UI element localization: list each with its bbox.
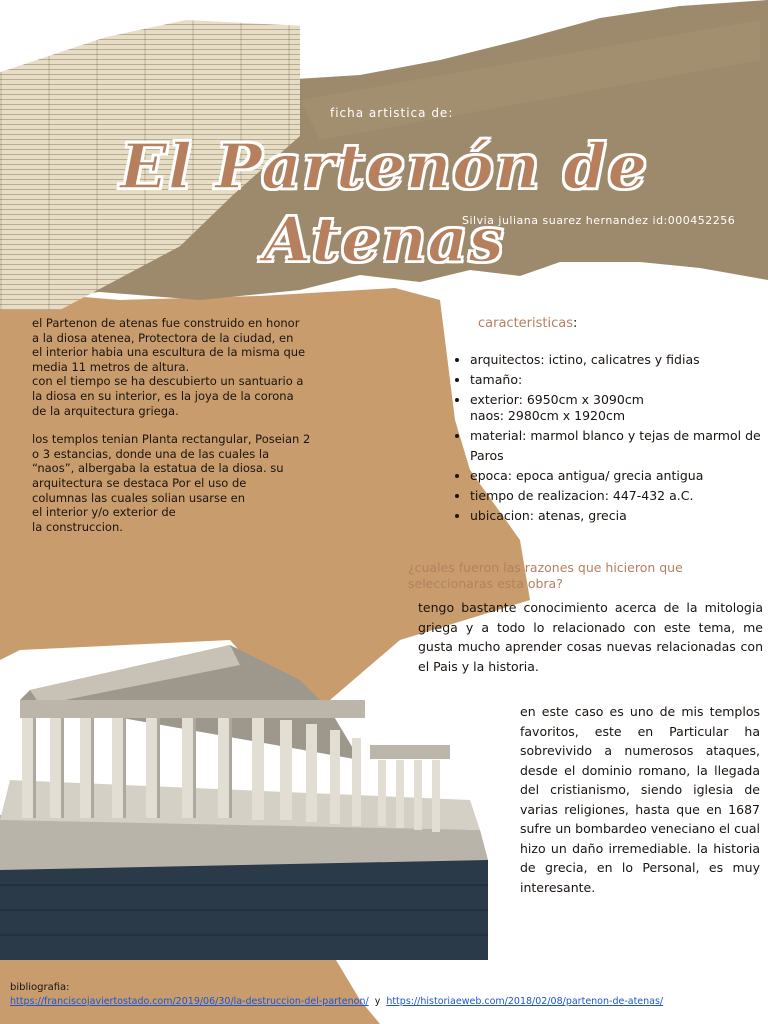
list-item: • material: marmol blanco y tejas de marmol de Paros xyxy=(470,426,768,466)
list-item: naos: 2980cm x 1920cm xyxy=(470,408,625,423)
bibliography-label: bibliografia: xyxy=(10,982,70,993)
page-title: El Partenón de Atenas xyxy=(119,130,649,276)
characteristics-list xyxy=(452,350,768,526)
bibliography-link-1[interactable]: https://franciscojaviertostado.com/2019/06/30/la-destruccion-del-partenon/ xyxy=(10,996,369,1007)
characteristics-heading: caracteristicas: xyxy=(478,316,578,331)
characteristics-title: caracteristicas xyxy=(478,316,573,331)
bibliography-link-2[interactable]: https://historiaeweb.com/2018/02/08/partenon-de-atenas/ xyxy=(386,996,664,1007)
list-item: • arquitectos: ictino, calicatres y fidias xyxy=(470,350,768,370)
bibliography-separator: y xyxy=(374,996,381,1007)
parthenon-image xyxy=(0,645,488,960)
intro-paragraph-1: el Partenon de atenas fue construido en honor a la diosa atenea, Protectora de la ciudad, en el interior habia una escultura de la misma que media 11 metros de altura. con el tiempo se ha descubierto un santuario a la diosa en su interior, es la joya de la corona de la arquitectura griega. xyxy=(32,316,306,418)
list-item: • ubicacion: atenas, grecia xyxy=(470,506,768,526)
closing-paragraph: en este caso es uno de mis templos favoritos, este en Particular ha sobrevivido a numerosos ataques, desde el dominio romano, la llegada del cristianismo, siendo iglesia de varias religiones, hasta que en 1687 sufre un bombardeo veneciano el cual hizo un daño irremediable. la historia de grecia, en lo Personal, es muy interesante. xyxy=(520,704,761,895)
list-item: • exterior: 6950cm x 3090cm xyxy=(470,390,768,410)
question-heading: ¿cuales fueron las razones que hicieron que seleccionaras esta obra? xyxy=(408,560,683,591)
list-item: • tiempo de realizacion: 447-432 a.C. xyxy=(470,486,768,506)
question-answer: tengo bastante conocimiento acerca de la mitologia griega y a todo lo relacionado con este tema, me gusta mucho aprender cosas nuevas relacionadas con el Pais y la historia. xyxy=(418,600,763,674)
list-item: • tamaño: xyxy=(470,370,768,390)
bibliography-links xyxy=(10,996,768,1007)
list-item: • epoca: epoca antigua/ grecia antigua xyxy=(470,466,768,486)
page-title-container xyxy=(0,130,768,276)
page-subtitle: ficha artistica de: xyxy=(330,106,454,120)
intro-text xyxy=(32,316,367,548)
intro-paragraph-2: los templos tenian Planta rectangular, Poseian 2 o 3 estancias, donde una de las cuales la “naos”, albergaba la estatua de la diosa. su arquitectura se destaca Por el uso de columnas las cuales solian usarse en el interior y/o exterior de la construccion. xyxy=(32,432,311,534)
author-line: Silvia juliana suarez hernandez id:000452256 xyxy=(462,214,736,227)
